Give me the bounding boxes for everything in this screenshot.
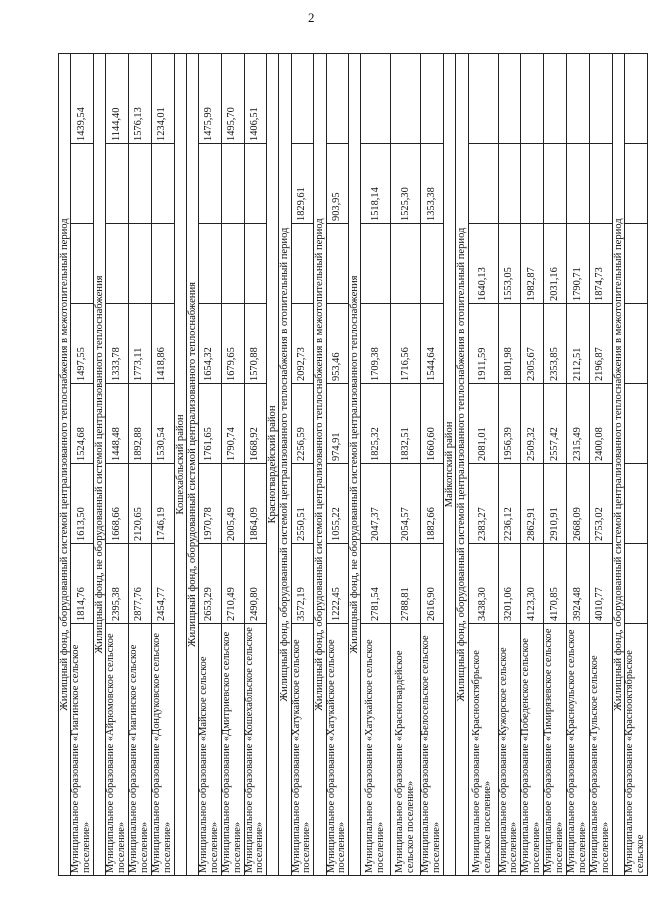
- tariff-value: 1746,19: [151, 464, 174, 544]
- municipality-name: Муниципальное образование «Красногвардейское сельское поселение»: [391, 624, 421, 876]
- tariff-value: 1475,99: [198, 54, 221, 144]
- tariff-value: 1570,88: [244, 304, 267, 384]
- municipality-name: Муниципальное образование «Кошехабльское сельское поселение»: [244, 624, 267, 876]
- tariff-value: 1406,51: [244, 54, 267, 144]
- rotated-table-container: [58, 54, 646, 876]
- tariff-value: [567, 54, 590, 144]
- tariff-value: 2353,85: [544, 304, 567, 384]
- tariff-value: 1576,13: [128, 54, 151, 144]
- tariff-value: [624, 464, 647, 544]
- section-header-row: [349, 54, 361, 876]
- tariff-value: 1530,54: [151, 384, 174, 464]
- tariff-value: 3201,06: [498, 544, 521, 624]
- tariff-value: [221, 224, 244, 304]
- table-body: [59, 54, 648, 876]
- municipality-name: Муниципальное образование «Краснооктябрьское сельское поселение»: [468, 624, 498, 876]
- tariff-value: [361, 54, 391, 144]
- tariff-value: 974,91: [326, 384, 349, 464]
- tariff-value: 3438,30: [468, 544, 498, 624]
- tariff-value: 1668,92: [244, 384, 267, 464]
- tariff-value: [521, 54, 544, 144]
- tariff-value: [198, 224, 221, 304]
- tariff-value: 1801,98: [498, 304, 521, 384]
- table-row: [544, 54, 567, 876]
- section-title: Жилищный фонд, оборудованный системой централизованного теплоснабжения в отопительный период: [279, 54, 291, 876]
- tariff-value: 953,46: [326, 304, 349, 384]
- municipality-name: Муниципальное образование «Айрюмовское сельское поселение»: [106, 624, 129, 876]
- section-header-row: [186, 54, 198, 876]
- section-header-row: [612, 54, 624, 876]
- tariff-value: 2653,29: [198, 544, 221, 624]
- tariff-value: [544, 144, 567, 224]
- tariff-value: 1660,60: [421, 384, 444, 464]
- table-row: [151, 54, 174, 876]
- tariff-value: 4170,85: [544, 544, 567, 624]
- tariff-value: 1448,48: [106, 384, 129, 464]
- tariff-value: 1790,74: [221, 384, 244, 464]
- tariff-value: 2383,27: [468, 464, 498, 544]
- section-title: Жилищный фонд, оборудованный системой централизованного теплоснабжения в межотопительный период: [612, 54, 624, 876]
- tariff-value: 1640,13: [468, 224, 498, 304]
- tariff-value: 1829,61: [291, 144, 314, 224]
- tariff-value: 1709,38: [361, 304, 391, 384]
- tariff-value: [71, 224, 94, 304]
- municipality-name: Муниципальное образование «Белосельское сельское поселение»: [421, 624, 444, 876]
- tariff-value: [128, 144, 151, 224]
- tariff-value: [589, 144, 612, 224]
- tariff-value: [198, 144, 221, 224]
- section-header-row: [444, 54, 456, 876]
- municipality-name: Муниципальное образование «Кужорское сельское поселение»: [498, 624, 521, 876]
- table-row: [291, 54, 314, 876]
- table-row: [128, 54, 151, 876]
- tariff-value: 2256,59: [291, 384, 314, 464]
- tariff-value: 1418,86: [151, 304, 174, 384]
- tariff-value: 2236,12: [498, 464, 521, 544]
- tariff-value: [624, 304, 647, 384]
- tariff-value: 1544,64: [421, 304, 444, 384]
- municipality-name: Муниципальное образование «Майское сельское поселение»: [198, 624, 221, 876]
- section-title: Жилищный фонд, не оборудованный системой централизованного теплоснабжения: [93, 54, 105, 876]
- tariff-value: [498, 144, 521, 224]
- table-row: [361, 54, 391, 876]
- tariff-value: 1518,14: [361, 144, 391, 224]
- tariff-value: 3924,48: [567, 544, 590, 624]
- tariff-value: [326, 224, 349, 304]
- tariff-value: [391, 224, 421, 304]
- section-title: Красногвардейский район: [267, 54, 279, 876]
- tariff-value: 1892,88: [128, 384, 151, 464]
- tariff-value: 2112,51: [567, 304, 590, 384]
- tariff-value: [544, 54, 567, 144]
- section-header-row: [267, 54, 279, 876]
- tariff-value: 1874,73: [589, 224, 612, 304]
- municipality-name: Муниципальное образование «Хатукайское сельское поселение»: [326, 624, 349, 876]
- tariff-value: 2490,80: [244, 544, 267, 624]
- municipality-name: Муниципальное образование «Гиагинское сельское поселение»: [71, 624, 94, 876]
- section-header-row: [456, 54, 468, 876]
- section-header-row: [59, 54, 71, 876]
- tariff-value: 2054,57: [391, 464, 421, 544]
- table-row: [468, 54, 498, 876]
- tariff-value: 2668,09: [567, 464, 590, 544]
- tariff-value: [151, 224, 174, 304]
- tariff-value: 2454,77: [151, 544, 174, 624]
- tariff-value: 1982,87: [521, 224, 544, 304]
- table-row: [567, 54, 590, 876]
- municipality-name: Муниципальное образование «Красноульское сельское поселение»: [567, 624, 590, 876]
- section-title: Майкопский район: [444, 54, 456, 876]
- tariff-value: 3572,19: [291, 544, 314, 624]
- tariff-value: 2081,01: [468, 384, 498, 464]
- table-row: [198, 54, 221, 876]
- municipality-name: Муниципальное образование «Тимирязевское сельское поселение»: [544, 624, 567, 876]
- tariff-value: 1234,01: [151, 54, 174, 144]
- tariff-value: [106, 144, 129, 224]
- section-header-row: [174, 54, 186, 876]
- section-title: Жилищный фонд, оборудованный системой централизованного теплоснабжения в межотопительный период: [314, 54, 326, 876]
- tariff-value: 2047,37: [361, 464, 391, 544]
- tariff-value: [498, 54, 521, 144]
- tariff-value: 1790,71: [567, 224, 590, 304]
- tariff-value: 1668,66: [106, 464, 129, 544]
- page-number: 2: [308, 10, 315, 25]
- tariff-value: 1222,45: [326, 544, 349, 624]
- tariff-value: [624, 54, 647, 144]
- tariff-value: 1956,39: [498, 384, 521, 464]
- municipality-name: Муниципальное образование «Тульское сельское поселение»: [589, 624, 612, 876]
- tariff-value: 2315,49: [567, 384, 590, 464]
- tariff-value: 1761,65: [198, 384, 221, 464]
- tariff-value: [468, 54, 498, 144]
- tariff-value: 2305,67: [521, 304, 544, 384]
- tariff-value: [71, 144, 94, 224]
- tariff-value: 1679,65: [221, 304, 244, 384]
- tariff-value: [421, 224, 444, 304]
- tariff-value: 2092,73: [291, 304, 314, 384]
- tariff-value: 2550,51: [291, 464, 314, 544]
- tariff-value: [589, 54, 612, 144]
- table-row: [521, 54, 544, 876]
- tariff-value: [391, 54, 421, 144]
- section-title: Жилищный фонд, оборудованный системой централизованного теплоснабжения в отопительный период: [456, 54, 468, 876]
- tariff-value: [361, 224, 391, 304]
- tariff-value: 1716,56: [391, 304, 421, 384]
- tariff-value: [221, 144, 244, 224]
- tariff-value: 1144,40: [106, 54, 129, 144]
- tariff-value: [151, 144, 174, 224]
- municipality-name: Муниципальное образование «Победенское сельское поселение»: [521, 624, 544, 876]
- tariff-value: [244, 224, 267, 304]
- tariff-value: 4010,77: [589, 544, 612, 624]
- tariff-value: 2781,54: [361, 544, 391, 624]
- tariff-value: [291, 224, 314, 304]
- tariff-value: 2862,91: [521, 464, 544, 544]
- table-row: [221, 54, 244, 876]
- table-row: [326, 54, 349, 876]
- tariff-value: 2753,02: [589, 464, 612, 544]
- tariff-value: 1832,51: [391, 384, 421, 464]
- tariff-value: 1497,55: [71, 304, 94, 384]
- tariff-value: 1814,76: [71, 544, 94, 624]
- tariff-value: 2196,87: [589, 304, 612, 384]
- section-title: Жилищный фонд, оборудованный системой централизованного теплоснабжения: [186, 54, 198, 876]
- tariff-value: 2005,49: [221, 464, 244, 544]
- tariff-value: [421, 54, 444, 144]
- section-title: Кошехабльский район: [174, 54, 186, 876]
- municipality-name: Муниципальное образование «Дондуковское сельское поселение»: [151, 624, 174, 876]
- section-header-row: [279, 54, 291, 876]
- table-row: [624, 54, 647, 876]
- tariff-value: [128, 224, 151, 304]
- tariff-value: [468, 144, 498, 224]
- section-title: Жилищный фонд, оборудованный системой централизованного теплоснабжения в межотопительный период: [59, 54, 71, 876]
- tariff-value: [106, 224, 129, 304]
- table-row: [244, 54, 267, 876]
- tariff-value: 1333,78: [106, 304, 129, 384]
- section-header-row: [93, 54, 105, 876]
- tariff-value: 903,95: [326, 144, 349, 224]
- tariff-value: 2509,32: [521, 384, 544, 464]
- municipality-name: Муниципальное образование «Хатукайское сельское поселение»: [291, 624, 314, 876]
- tariff-value: 1495,70: [221, 54, 244, 144]
- municipality-name: Муниципальное образование «Гиагинское сельское поселение»: [128, 624, 151, 876]
- tariff-table: [58, 53, 648, 876]
- tariff-value: 1613,50: [71, 464, 94, 544]
- tariff-value: 2616,90: [421, 544, 444, 624]
- tariff-value: [326, 54, 349, 144]
- tariff-value: [624, 384, 647, 464]
- tariff-value: [567, 144, 590, 224]
- tariff-value: [521, 144, 544, 224]
- tariff-value: 1911,59: [468, 304, 498, 384]
- tariff-value: 2400,08: [589, 384, 612, 464]
- tariff-value: 1773,11: [128, 304, 151, 384]
- table-row: [391, 54, 421, 876]
- tariff-value: [244, 144, 267, 224]
- municipality-name: Муниципальное образование «Хатукайское сельское поселение»: [361, 624, 391, 876]
- tariff-value: 4123,30: [521, 544, 544, 624]
- municipality-name: Муниципальное образование «Краснооктябрьское сельское: [624, 624, 647, 876]
- tariff-value: 2788,81: [391, 544, 421, 624]
- table-row: [71, 54, 94, 876]
- tariff-value: [624, 224, 647, 304]
- table-row: [498, 54, 521, 876]
- tariff-value: 1654,32: [198, 304, 221, 384]
- tariff-value: 2395,38: [106, 544, 129, 624]
- table-row: [421, 54, 444, 876]
- section-header-row: [314, 54, 326, 876]
- table-row: [589, 54, 612, 876]
- tariff-value: 1825,32: [361, 384, 391, 464]
- tariff-value: 1553,05: [498, 224, 521, 304]
- tariff-value: 1524,68: [71, 384, 94, 464]
- tariff-value: 2710,49: [221, 544, 244, 624]
- tariff-value: 1439,54: [71, 54, 94, 144]
- tariff-value: 2120,65: [128, 464, 151, 544]
- tariff-value: 2877,76: [128, 544, 151, 624]
- tariff-value: 1055,22: [326, 464, 349, 544]
- tariff-value: 1525,30: [391, 144, 421, 224]
- section-title: Жилищный фонд, не оборудованный системой централизованного теплоснабжения: [349, 54, 361, 876]
- municipality-name: Муниципальное образование «Дмитриевское сельское поселение»: [221, 624, 244, 876]
- tariff-value: 2910,91: [544, 464, 567, 544]
- tariff-value: 1970,78: [198, 464, 221, 544]
- tariff-value: [624, 144, 647, 224]
- tariff-value: [624, 544, 647, 624]
- tariff-value: [291, 54, 314, 144]
- table-row: [106, 54, 129, 876]
- tariff-value: 1353,38: [421, 144, 444, 224]
- tariff-value: 2557,42: [544, 384, 567, 464]
- tariff-value: 2031,16: [544, 224, 567, 304]
- tariff-value: 1864,09: [244, 464, 267, 544]
- tariff-value: 1882,66: [421, 464, 444, 544]
